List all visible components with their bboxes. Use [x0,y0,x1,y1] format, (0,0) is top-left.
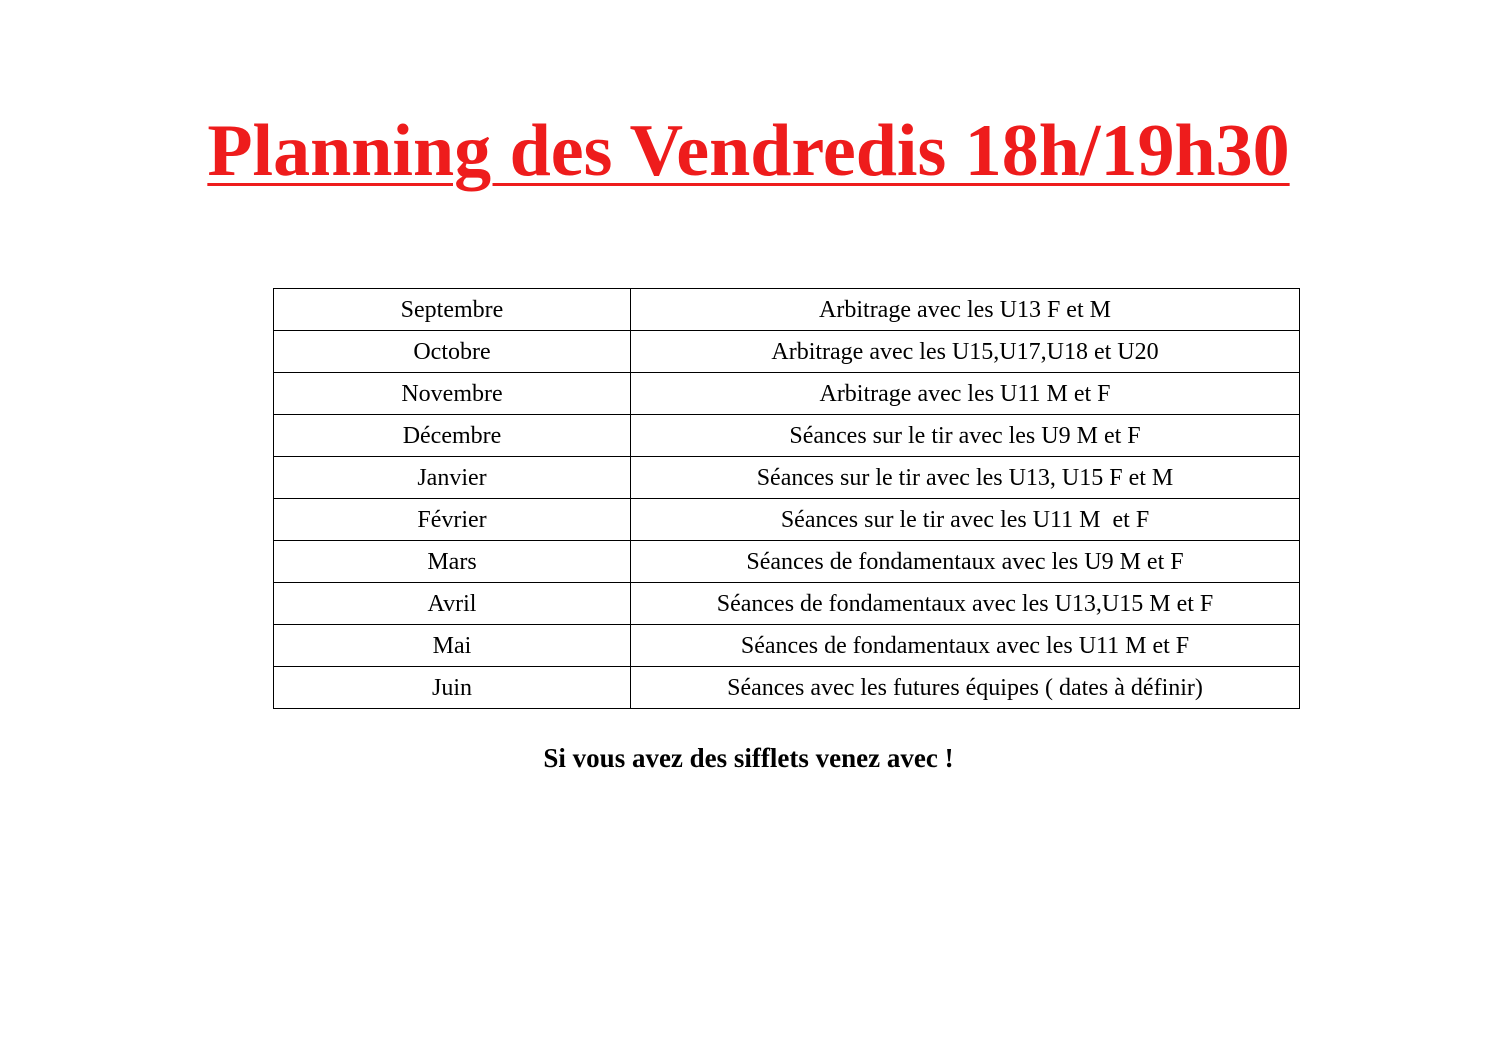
activity-cell: Arbitrage avec les U13 F et M [631,289,1300,331]
month-cell: Septembre [274,289,631,331]
activity-cell: Séances sur le tir avec les U9 M et F [631,415,1300,457]
activity-cell: Séances sur le tir avec les U11 M et F [631,499,1300,541]
table-row [274,373,1300,415]
page-title [0,108,1497,194]
table-row [274,541,1300,583]
table-row [274,667,1300,709]
month-cell: Juin [274,667,631,709]
activity-cell: Séances avec les futures équipes ( dates à définir) [631,667,1300,709]
schedule-table [273,288,1300,709]
month-cell: Mars [274,541,631,583]
month-cell: Avril [274,583,631,625]
footer-note: Si vous avez des sifflets venez avec ! [543,743,954,773]
month-cell: Décembre [274,415,631,457]
month-cell: Mai [274,625,631,667]
table-row [274,499,1300,541]
activity-cell: Séances de fondamentaux avec les U11 M et F [631,625,1300,667]
table-row [274,331,1300,373]
page-title-text: Planning des Vendredis 18h/19h30 [207,110,1290,192]
activity-cell: Séances de fondamentaux avec les U9 M et F [631,541,1300,583]
month-cell: Février [274,499,631,541]
table-row [274,625,1300,667]
activity-cell: Séances de fondamentaux avec les U13,U15 M et F [631,583,1300,625]
activity-cell: Arbitrage avec les U15,U17,U18 et U20 [631,331,1300,373]
month-cell: Janvier [274,457,631,499]
table-row [274,289,1300,331]
activity-cell: Séances sur le tir avec les U13, U15 F et M [631,457,1300,499]
month-cell: Novembre [274,373,631,415]
schedule-table-body [274,289,1300,709]
month-cell: Octobre [274,331,631,373]
activity-cell: Arbitrage avec les U11 M et F [631,373,1300,415]
table-row [274,457,1300,499]
table-row [274,415,1300,457]
table-row [274,583,1300,625]
